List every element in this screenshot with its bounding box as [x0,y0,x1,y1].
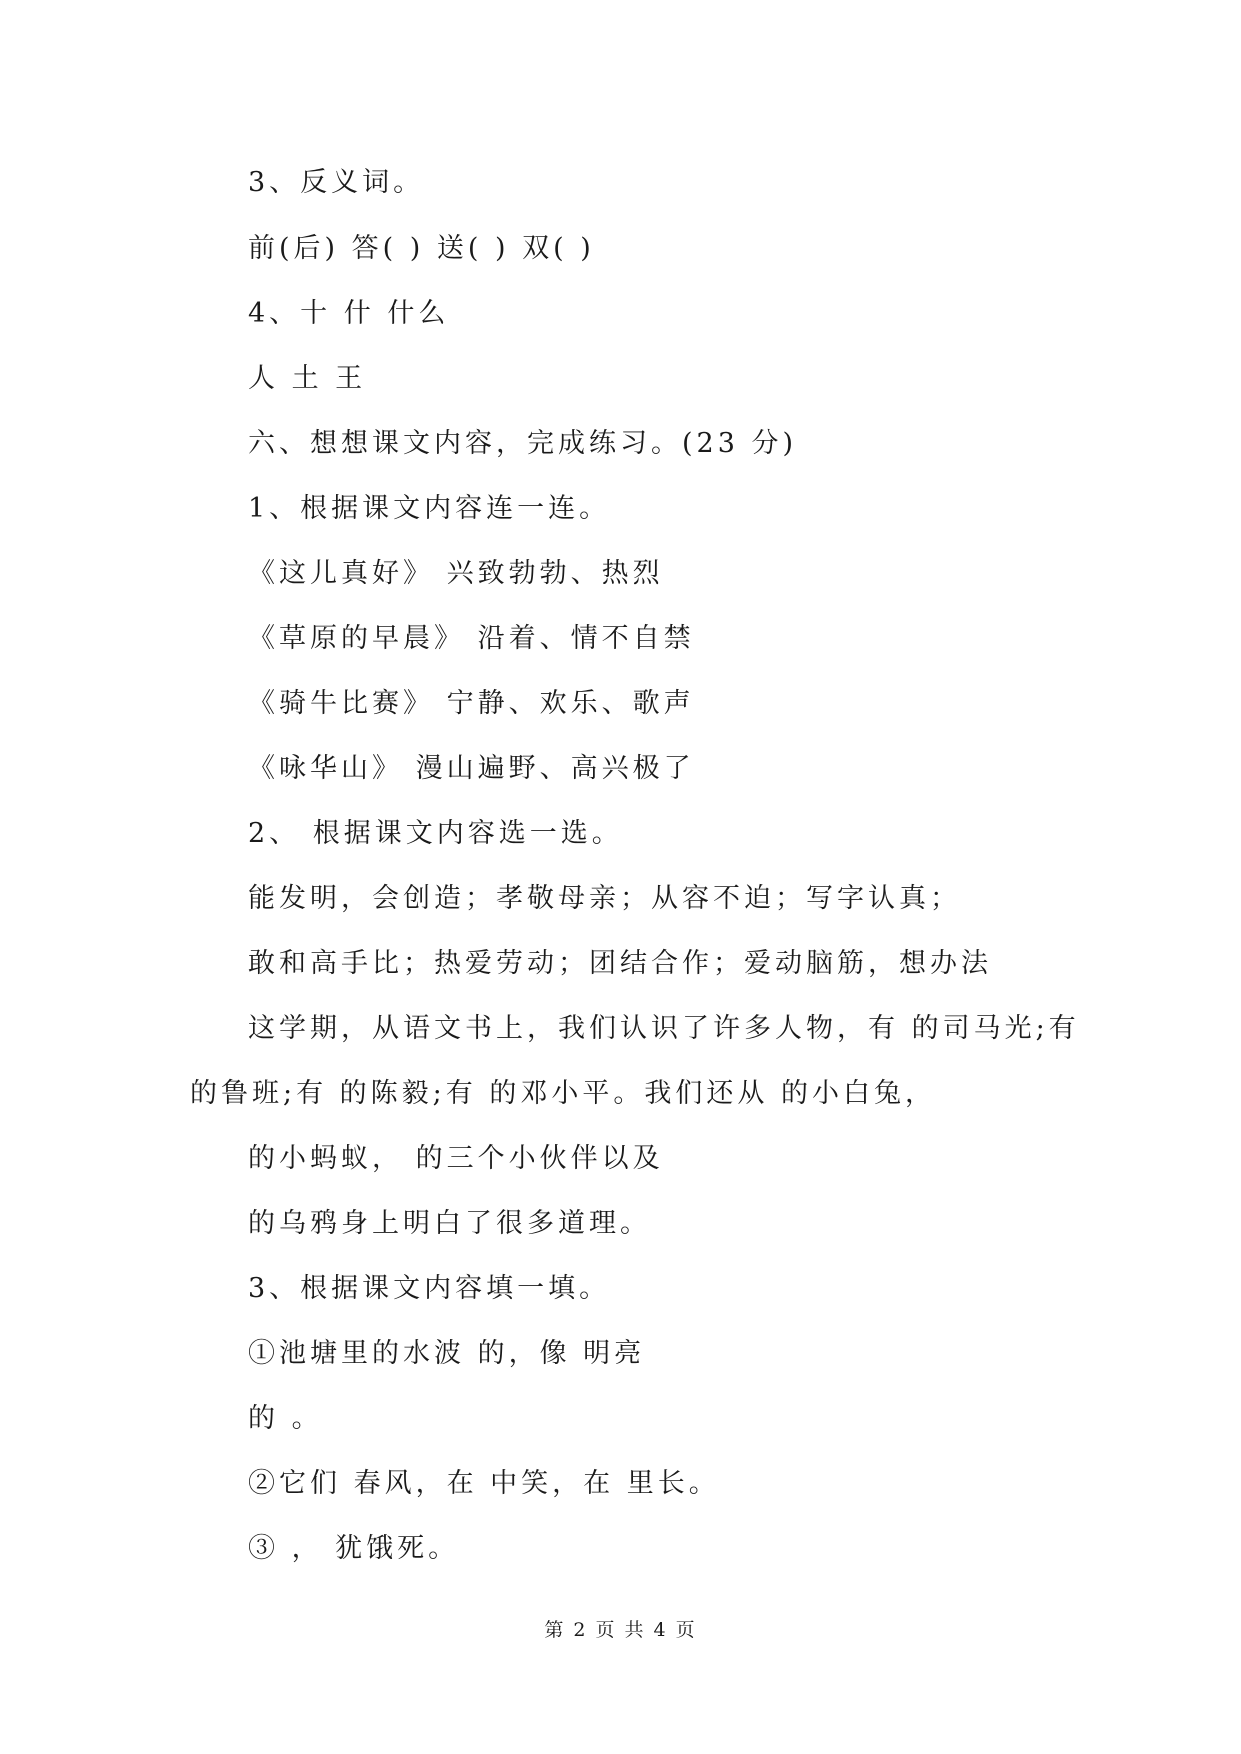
text-line: 3、反义词。 [248,167,425,198]
text-line: ②它们 春风，在 中笑，在 里长。 [248,1468,720,1499]
text-line: 前(后) 答( ) 送( ) 双( ) [248,233,595,264]
text-line: ③ ， 犹饿死。 [248,1533,460,1564]
text-line: 4、十 什 什么 [248,298,450,329]
text-line: 能发明，会创造；孝敬母亲；从容不迫；写字认真； [248,883,961,914]
text-line: 《这儿真好》 兴致勃勃、热烈 [248,558,664,589]
page-footer: 第 2 页 共 4 页 [544,1619,697,1641]
text-line: 《咏华山》 漫山遍野、高兴极了 [248,753,695,784]
text-line: 2、 根据课文内容选一选。 [248,818,623,849]
text-line: 的鲁班;有 的陈毅;有 的邓小平。我们还从 的小白兔， [190,1078,936,1109]
text-line: 3、根据课文内容填一填。 [248,1273,611,1304]
text-line: 的 。 [248,1403,323,1434]
text-line: 的乌鸦身上明白了很多道理。 [248,1208,651,1239]
text-line: 敢和高手比；热爱劳动；团结合作；爱动脑筋，想办法 [248,948,992,979]
text-line: 这学期，从语文书上，我们认识了许多人物，有 的司马光;有 [248,1013,1080,1044]
text-line: ①池塘里的水波 的，像 明亮 [248,1338,646,1369]
text-line: 人 土 王 [248,363,367,394]
section-heading: 六、想想课文内容，完成练习。(23 分) [248,428,798,459]
text-line: 《草原的早晨》 沿着、情不自禁 [248,623,695,654]
text-line: 的小蚂蚁， 的三个小伙伴以及 [248,1143,664,1174]
text-line: 《骑牛比赛》 宁静、欢乐、歌声 [248,688,695,719]
text-line: 1、根据课文内容连一连。 [248,493,611,524]
